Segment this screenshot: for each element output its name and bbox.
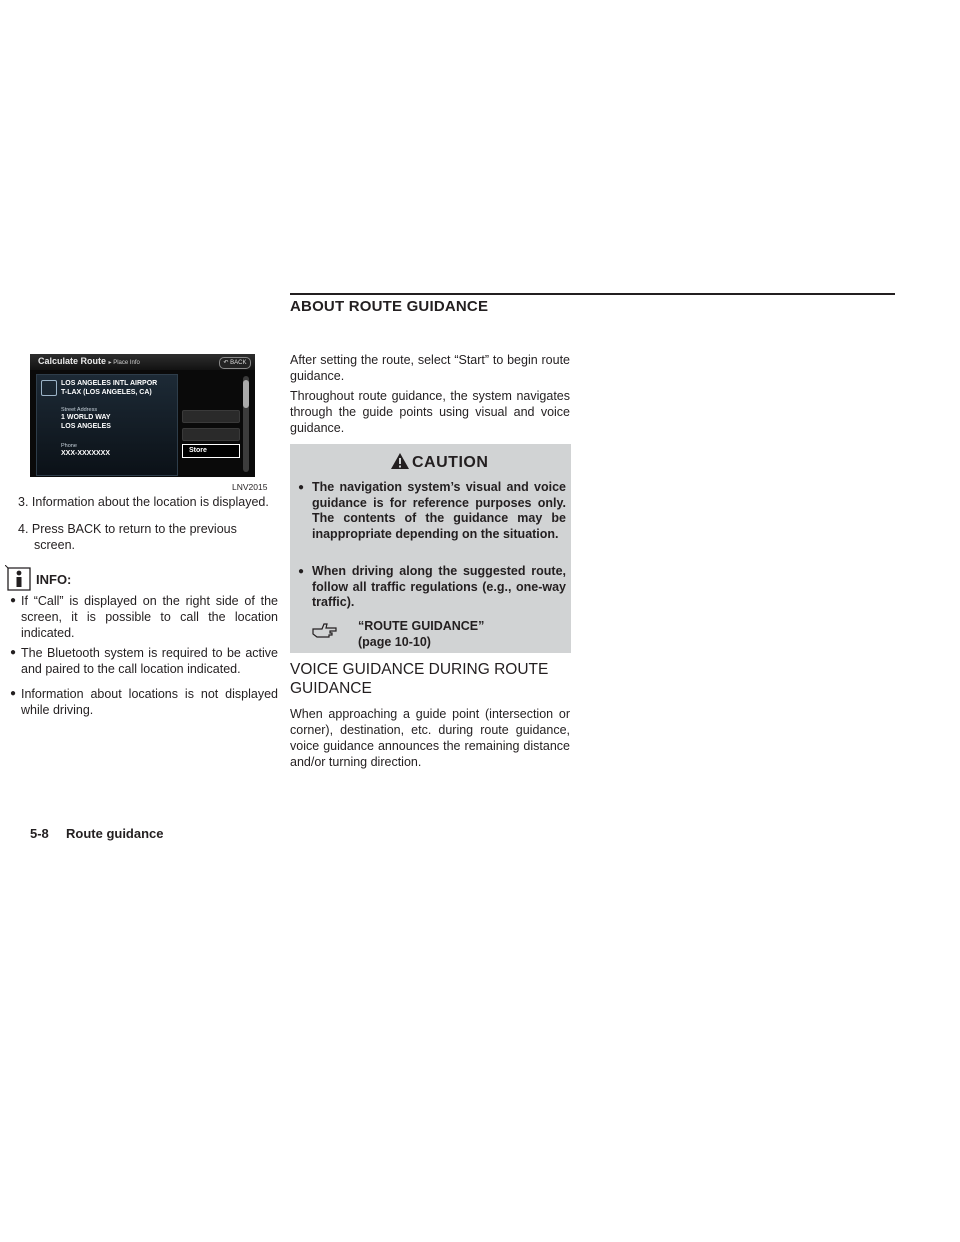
info-bullet xyxy=(10,645,278,677)
figure-code: LNV2015 xyxy=(232,482,268,492)
bullet-text: Information about locations is not displayed while driving. xyxy=(21,687,278,717)
place-info-panel xyxy=(36,374,178,476)
reference-hand-icon xyxy=(312,620,338,643)
bullet-mark: ● xyxy=(10,595,17,606)
screen-subtitle: ▸ Place Info xyxy=(108,360,140,366)
street-label: Street Address xyxy=(61,407,98,413)
bullet-mark: ● xyxy=(10,647,17,658)
paragraph-start: After setting the route, select “Start” to begin route guidance. xyxy=(290,353,570,383)
screen-header xyxy=(30,354,255,370)
paragraph-throughout: Throughout route guidance, the system navigates through the guide points using visual and voice guidance. xyxy=(290,389,570,435)
dim-menu-item xyxy=(182,410,240,423)
place-name-line2: T-LAX (LOS ANGELES, CA) xyxy=(61,389,152,396)
step-3: 3. Information about the location is displayed. xyxy=(18,495,269,509)
reference-title: “ROUTE GUIDANCE” xyxy=(358,619,485,633)
store-button: Store xyxy=(182,444,240,458)
voice-guidance-heading: VOICE GUIDANCE DURING ROUTE GUIDANCE xyxy=(290,661,549,697)
bullet-text: The Bluetooth system is required to be active and paired to the call location indicated. xyxy=(21,646,278,676)
street-line2: LOS ANGELES xyxy=(61,423,111,430)
screen-back-button: ↶ BACK xyxy=(219,357,251,369)
reference-text xyxy=(358,618,484,650)
phone-value: XXX-XXXXXXX xyxy=(61,450,111,457)
bullet-text: If “Call” is displayed on the right side of the screen, it is possible to call the location indicated. xyxy=(21,594,278,640)
chapter-title: Route guidance xyxy=(66,826,164,841)
screen-side-menu xyxy=(180,374,242,474)
reference-page: (page 10-10) xyxy=(358,635,431,649)
caution-bullet-text: The navigation system’s visual and voice guidance is for reference purposes only. The contents of the guidance may be inappropriate depending on the situation. xyxy=(312,480,566,541)
navigation-screen-figure xyxy=(30,354,255,477)
bullet-mark: ● xyxy=(10,688,17,699)
caution-bullet xyxy=(298,480,566,560)
scrollbar-thumb xyxy=(243,380,249,408)
caution-bullet xyxy=(298,564,566,612)
warning-icon xyxy=(390,452,410,470)
place-name-line1: LOS ANGELES INTL AIRPOR xyxy=(61,380,158,387)
bullet-mark: ● xyxy=(298,566,305,577)
place-icon xyxy=(41,380,57,396)
paragraph-voice-guidance: When approaching a guide point (intersection or corner), destination, etc. during route guidance, voice guidance announces the remaining distance and/or turning direction. xyxy=(290,707,570,769)
caution-title: CAUTION xyxy=(412,454,489,471)
section-rule xyxy=(290,293,895,295)
street-line1: 1 WORLD WAY xyxy=(61,414,111,421)
dim-menu-item xyxy=(182,428,240,441)
info-label: INFO: xyxy=(36,572,72,587)
phone-label: Phone xyxy=(61,443,77,449)
info-bullet xyxy=(10,686,278,718)
caution-bullet-text: When driving along the suggested route, follow all traffic regulations (e.g., one-way traffic). xyxy=(312,564,566,609)
info-bullet xyxy=(10,593,278,641)
section-heading: ABOUT ROUTE GUIDANCE xyxy=(290,298,489,315)
step-4: 4. Press BACK to return to the previous screen. xyxy=(18,522,237,552)
screen-title: Calculate Route ▸ Place Info xyxy=(38,356,140,366)
bullet-mark: ● xyxy=(298,482,305,493)
page-number: 5-8 xyxy=(30,826,49,841)
screen-scrollbar xyxy=(243,376,249,472)
caution-box xyxy=(290,444,571,653)
